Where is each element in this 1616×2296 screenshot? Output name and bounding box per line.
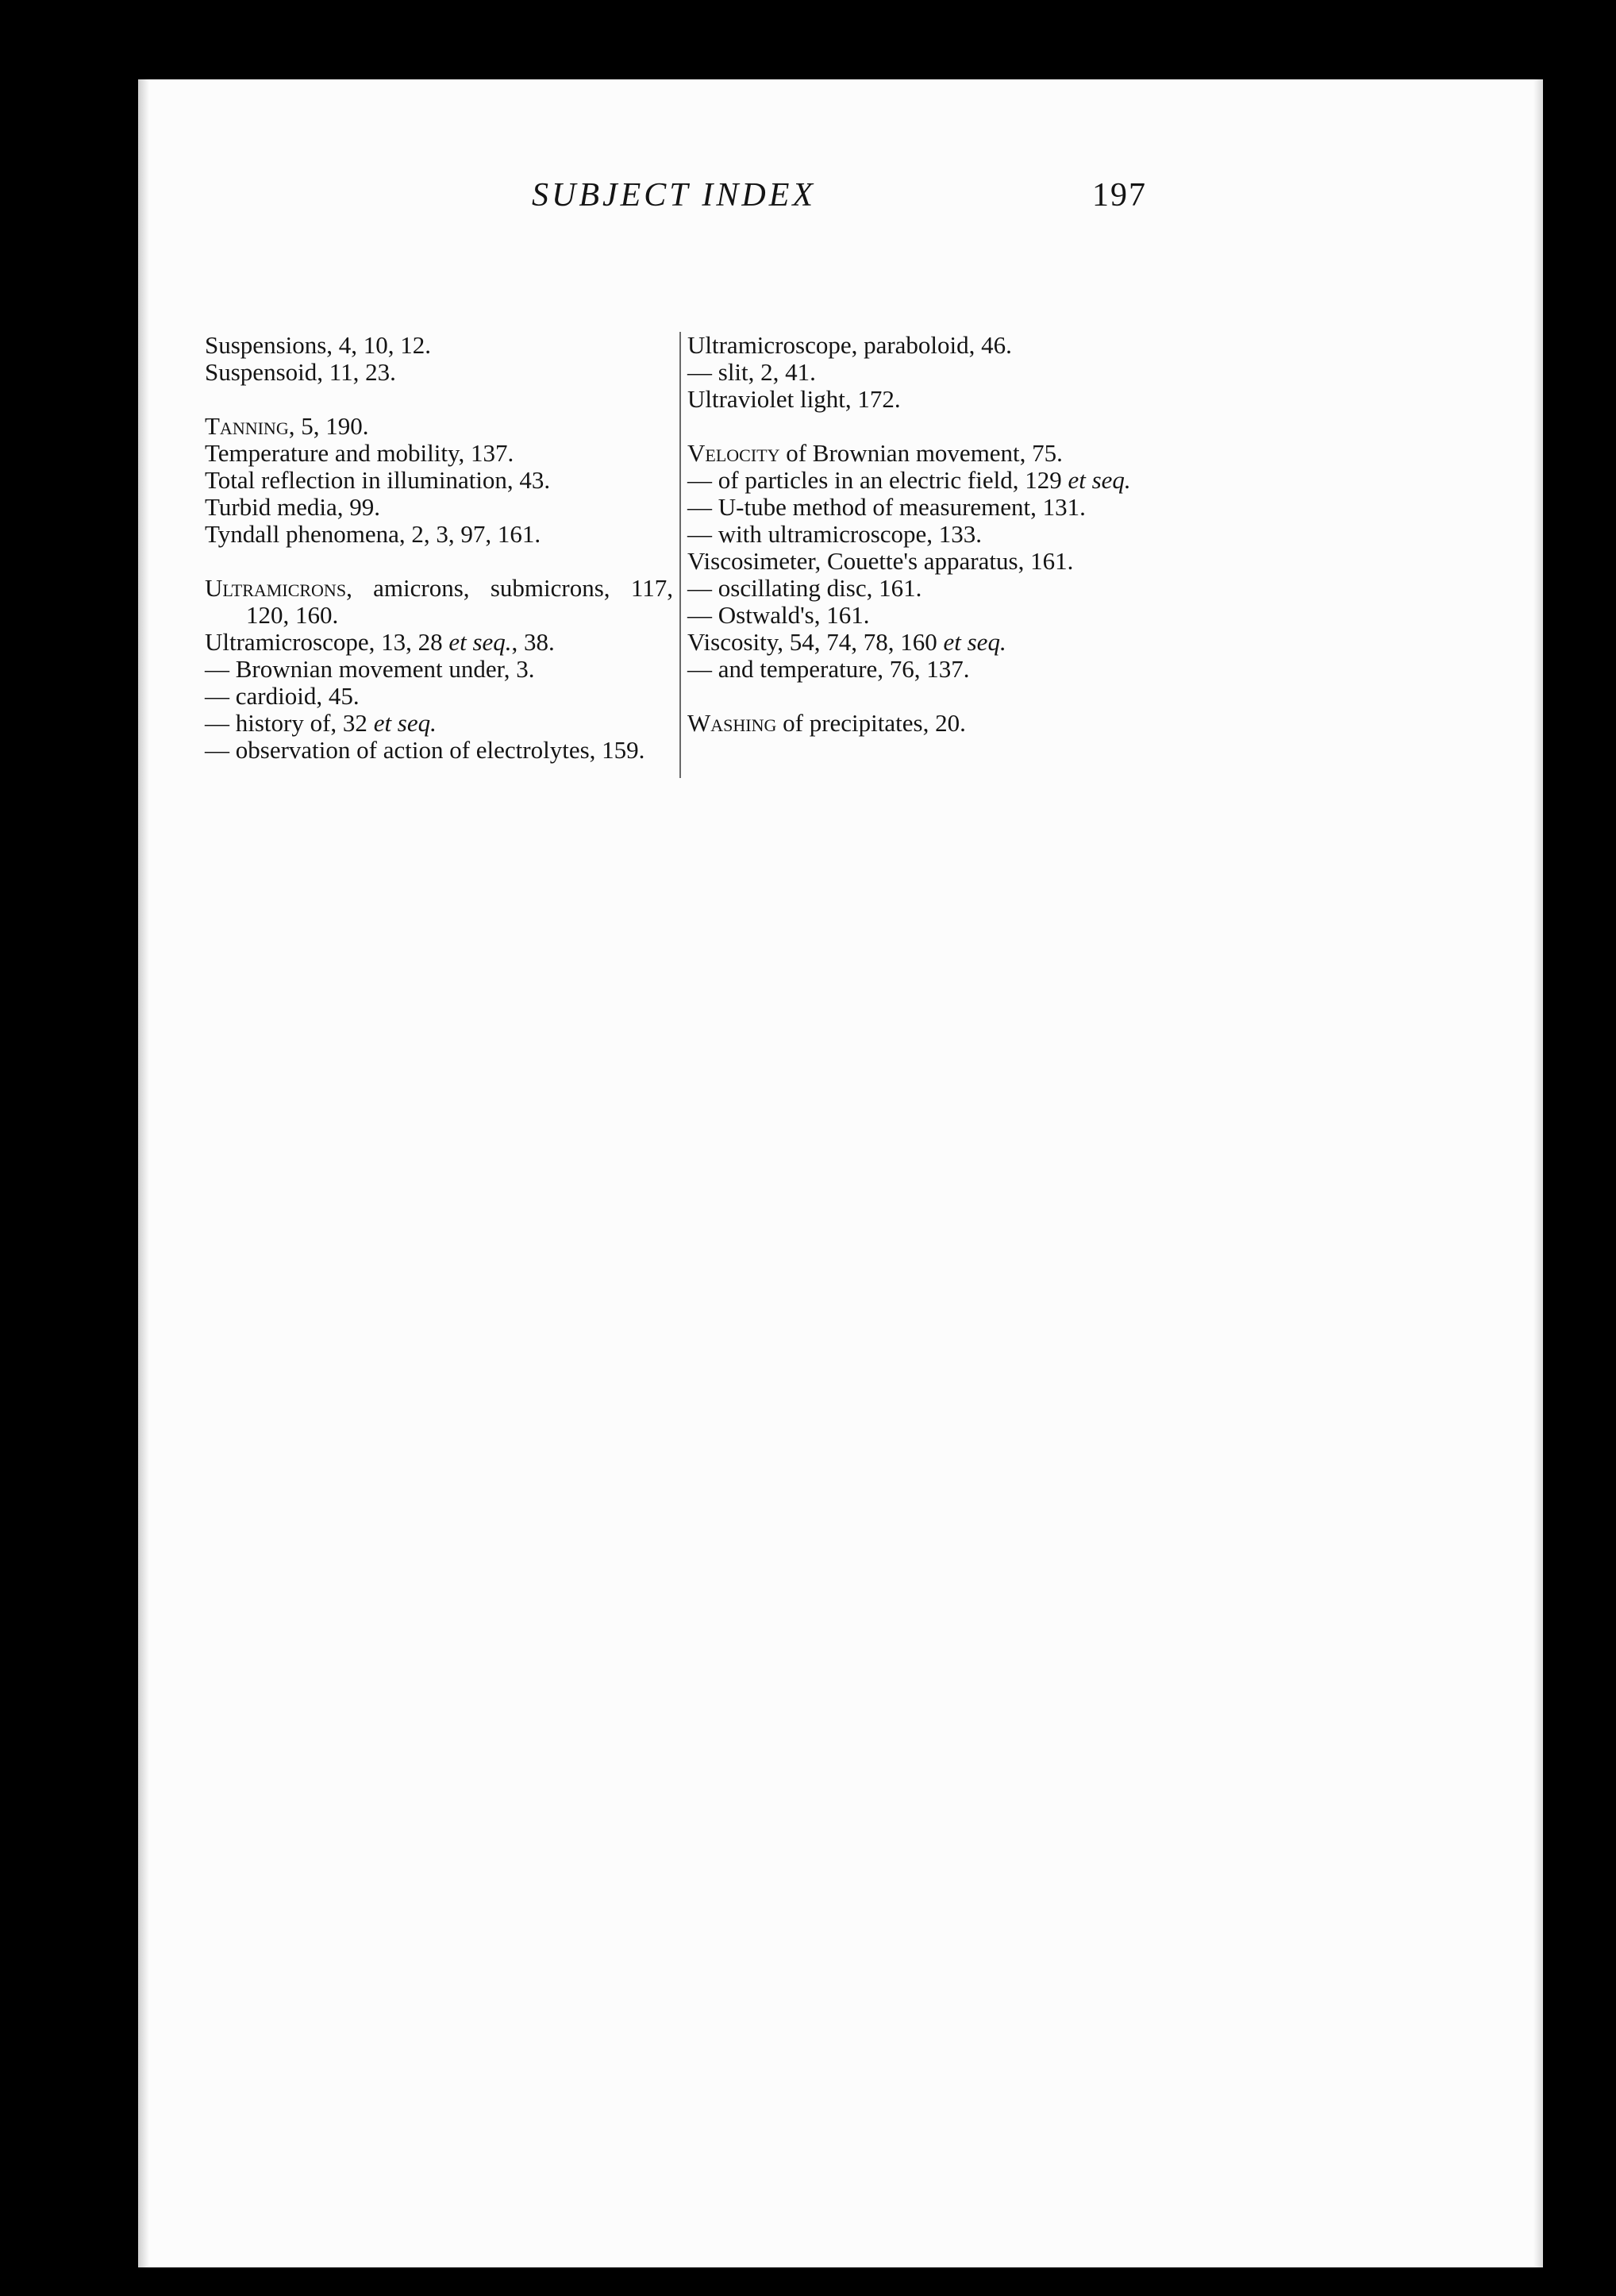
page-edge-shadow	[1533, 79, 1543, 2267]
index-entry-text: , 5, 190.	[288, 412, 369, 440]
index-entry-italic: et seq.	[1068, 466, 1131, 494]
index-entry-text: Ultramicroscope, 13, 28	[205, 628, 449, 656]
index-entry-italic: et seq.	[943, 628, 1006, 656]
index-entry: Suspensions, 4, 10, 12.	[205, 331, 432, 359]
index-entry: Ultraviolet light, 172.	[687, 385, 901, 413]
page-spine-shadow	[138, 79, 149, 2267]
index-subentry: — slit, 2, 41.	[687, 358, 816, 386]
index-entry-text: — history of, 32	[205, 709, 374, 737]
index-subentry: — Brownian movement under, 3.	[205, 655, 535, 683]
index-entry	[205, 575, 673, 629]
index-entry: Tyndall phenomena, 2, 3, 97, 161.	[205, 520, 541, 548]
index-subentry: — with ultramicroscope, 133.	[687, 520, 983, 548]
index-entry	[687, 440, 1164, 467]
index-entry-italic: et seq.	[373, 709, 437, 737]
index-column-right	[687, 332, 1164, 737]
index-letter-heading: Velocity	[687, 439, 780, 467]
index-column-left	[205, 332, 673, 764]
page-number: 197	[1092, 177, 1147, 214]
index-entry: Ultramicroscope, paraboloid, 46.	[687, 331, 1012, 359]
index-entry: Temperature and mobility, 137.	[205, 439, 514, 467]
index-subentry: — observation of action of electrolytes, 159.	[205, 736, 645, 764]
index-entry	[687, 710, 1164, 737]
index-subentry	[687, 467, 1164, 494]
column-divider	[679, 332, 681, 778]
index-subentry: — Ostwald's, 161.	[687, 601, 870, 629]
index-letter-heading: Tanning	[205, 412, 289, 440]
index-entry-text: of precipitates, 20.	[776, 709, 966, 737]
index-entry: Viscosimeter, Couette's apparatus, 161.	[687, 547, 1074, 575]
index-entry-text: of Brownian movement, 75.	[779, 439, 1063, 467]
index-entry-text: Viscosity, 54, 74, 78, 160	[687, 628, 944, 656]
index-subentry: — U-tube method of measurement, 131.	[687, 493, 1086, 521]
index-subentry	[205, 710, 673, 737]
index-entry	[687, 629, 1164, 656]
index-entry: Total reflection in illumination, 43.	[205, 466, 551, 494]
letter-group-gap	[687, 683, 1164, 710]
running-header-title: SUBJECT INDEX	[532, 177, 817, 214]
index-subentry: — cardioid, 45.	[205, 682, 360, 710]
index-entry: Turbid media, 99.	[205, 493, 381, 521]
letter-group-gap	[205, 386, 673, 413]
index-entry: Suspensoid, 11, 23.	[205, 358, 396, 386]
index-entry-text: , amicrons, submicrons, 117, 120, 160.	[246, 574, 673, 629]
index-letter-heading: Ultramicrons	[205, 574, 347, 602]
index-entry	[205, 413, 673, 440]
index-entry-text: , 38.	[511, 628, 555, 656]
index-entry	[205, 629, 673, 656]
index-letter-heading: Washing	[687, 709, 777, 737]
index-entry-italic: et seq.	[448, 628, 512, 656]
index-entry-text: — of particles in an electric field, 129	[687, 466, 1068, 494]
index-subentry: — and temperature, 76, 137.	[687, 655, 970, 683]
letter-group-gap	[205, 548, 673, 575]
letter-group-gap	[687, 413, 1164, 440]
index-subentry: — oscillating disc, 161.	[687, 574, 922, 602]
